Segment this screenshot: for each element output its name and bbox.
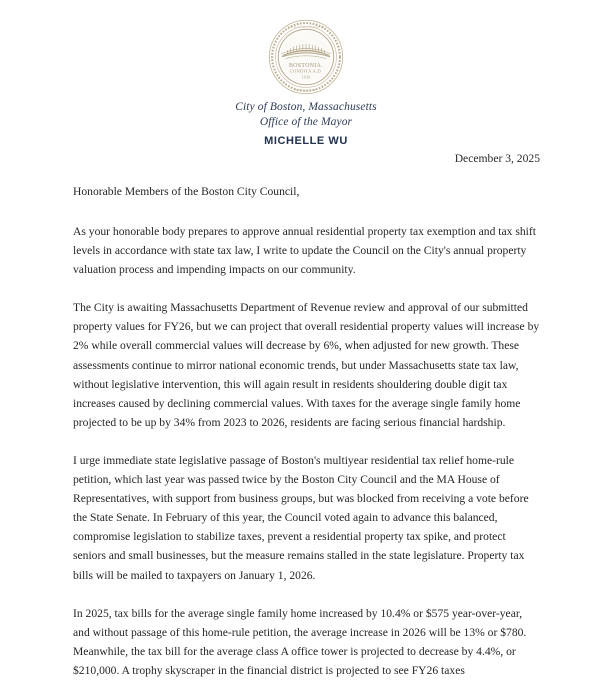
body-paragraph: As your honorable body prepares to approve annual residential property tax exemption and tax shift levels in accordance with state tax law, I write to update the Council on the City's annual property valuation process and impending impacts on our community.	[73, 225, 536, 277]
body-paragraph: The City is awaiting Massachusetts Department of Revenue review and approval of our submitted property values for FY26, but we can project that overall residential property values will increase by 2% while overall commercial values will decrease by 6%, when adjusted for new growth. These assessments continue to mirror national economic trends, but under Massachusetts state tax law, without legislative intervention, this will again result in residents shouldering double digit tax increases caused by declining commercial values. With taxes for the average single family home projected to be up by 34% from 2023 to 2026, residents are facing serious financial hardship.	[73, 301, 540, 429]
salutation: Honorable Members of the Boston City Council,	[73, 185, 300, 198]
letter-body	[73, 182, 541, 680]
svg-text:SIGILLVM CIVITATIS: SIGILLVM CIVITATIS	[287, 25, 325, 30]
boston-city-seal-icon	[267, 18, 345, 96]
seal-container	[0, 14, 612, 100]
body-paragraph: I urge immediate state legislative passage of Boston's multiyear residential tax relief home-rule petition, which last year was passed twice by the Boston City Council and the MA House of Representatives, with support from business groups, but was blocked from receiving a vote before the State Senate. In February of this year, the Council voted again to advance this balanced, compromise legislation to stabilize taxes, prevent a residential property tax spike, and protect seniors and small businesses, but the measure remains stalled in the state legislature. Property tax bills will be mailed to taxpayers on January 1, 2026.	[73, 453, 529, 582]
letter-date: December 3, 2025	[454, 152, 540, 165]
svg-text:1630: 1630	[301, 74, 311, 80]
letterhead	[0, 0, 612, 149]
svg-text:BOSTONIAE: BOSTONIAE	[295, 87, 317, 92]
svg-text:BOSTONIA.: BOSTONIA.	[289, 62, 323, 69]
letterhead-office-line: Office of the Mayor	[259, 116, 353, 128]
letterhead-mayor-name: MICHELLE WU	[264, 135, 348, 147]
letterhead-city-line: City of Boston, Massachusetts	[235, 101, 377, 113]
body-paragraph: In 2025, tax bills for the average single family home increased by 10.4% or $575 year-over-year, and without passage of this home-rule petition, the average increase in 2026 will be 13% or $780. Meanwhile, the tax bill for the average class A office tower is projected to decrease by 4.4%, or $210,000. A trophy skyscraper in the financial district is projected to see FY26 taxes	[73, 606, 527, 677]
svg-text:CONDITA A.D.: CONDITA A.D.	[289, 68, 323, 74]
